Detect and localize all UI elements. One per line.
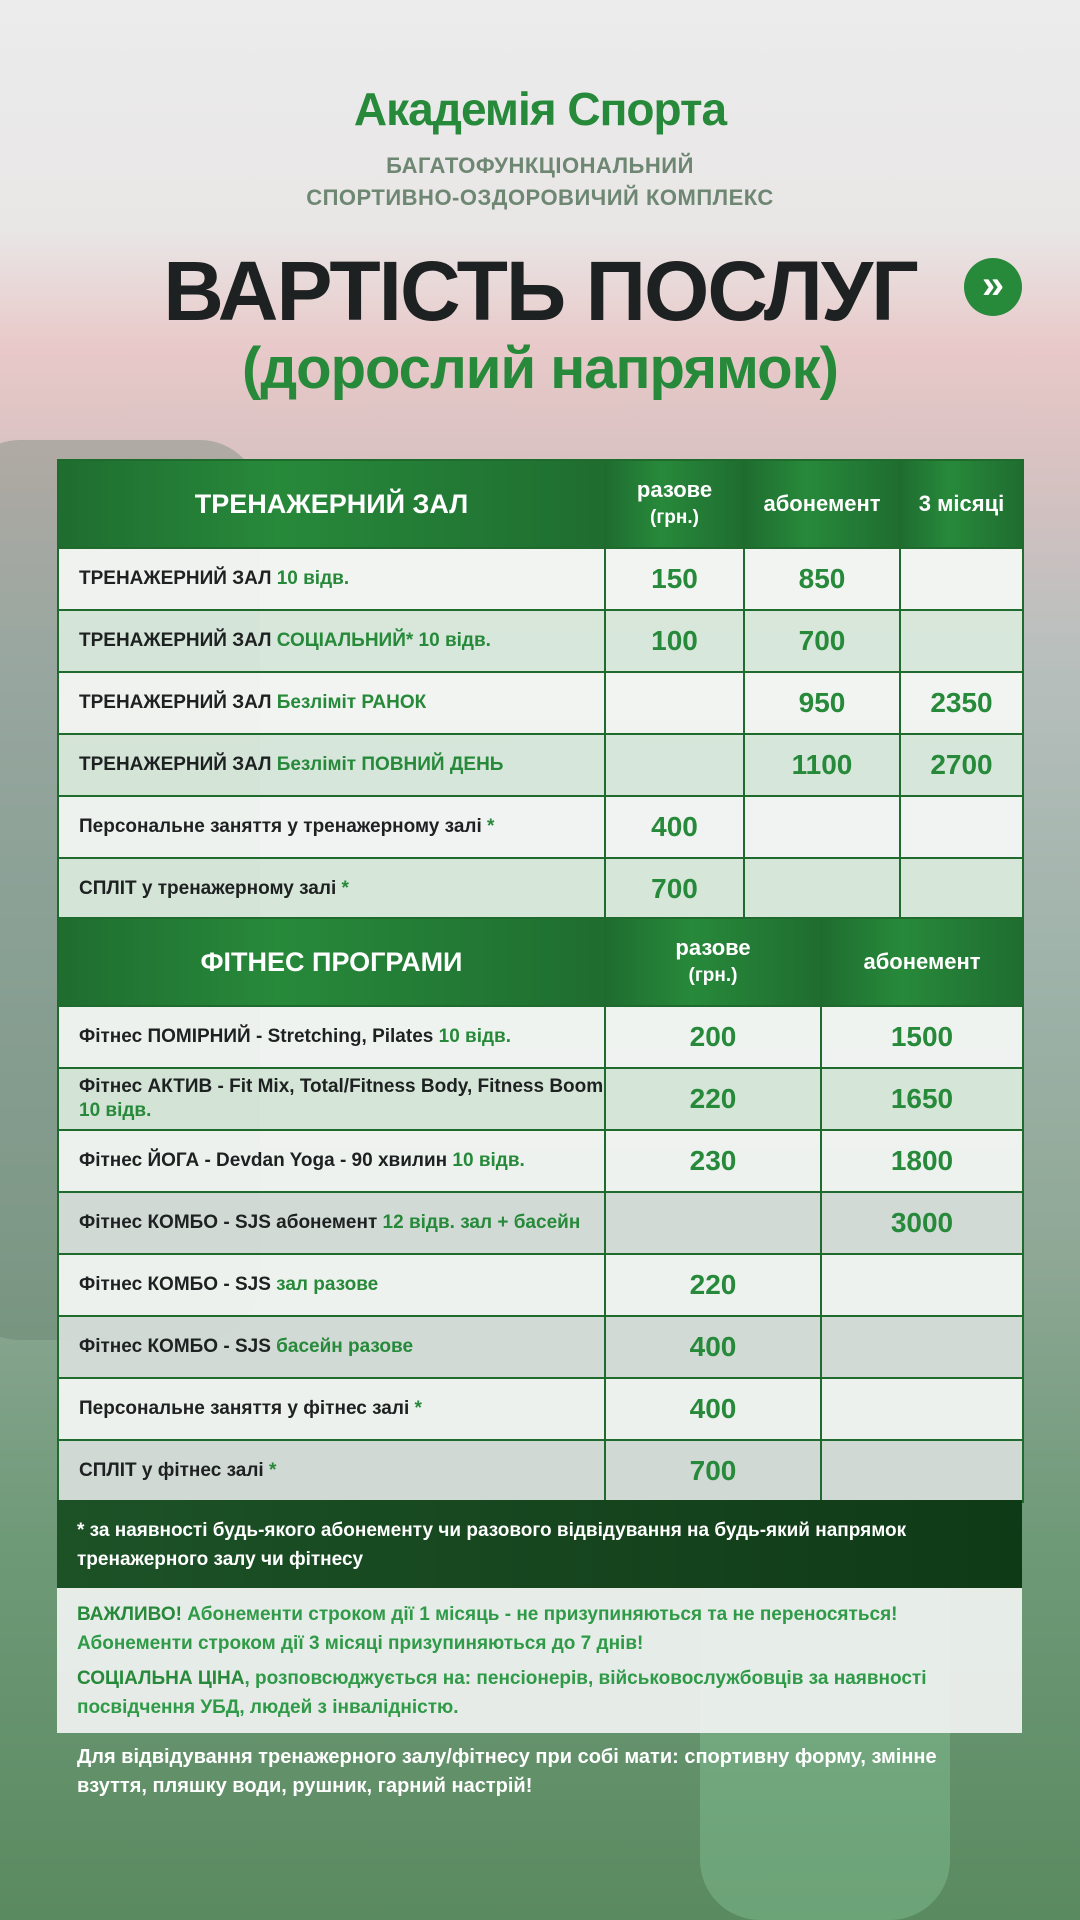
gym-price-table <box>57 459 1024 921</box>
price-cell: 2350 <box>900 672 1023 734</box>
table-row <box>58 734 1023 796</box>
price-cell: 1500 <box>821 1006 1023 1068</box>
col-header-single: разове (грн.) <box>605 918 821 1006</box>
section-header: ФІТНЕС ПРОГРАМИ <box>58 918 605 1006</box>
important-notice <box>57 1588 1022 1733</box>
price-cell <box>744 796 900 858</box>
table-row <box>58 1316 1023 1378</box>
price-cell <box>605 734 744 796</box>
table-row <box>58 858 1023 920</box>
price-cell: 400 <box>605 1316 821 1378</box>
table-row <box>58 796 1023 858</box>
col-header-subscription: абонемент <box>744 460 900 548</box>
service-name: Персональне заняття у тренажерному залі * <box>58 796 605 858</box>
price-cell: 150 <box>605 548 744 610</box>
service-name: ТРЕНАЖЕРНИЙ ЗАЛ 10 відв. <box>58 548 605 610</box>
page-subtitle: (дорослий напрямок) <box>242 336 838 401</box>
price-cell <box>821 1254 1023 1316</box>
service-name: Фітнес КОМБО - SJS басейн разове <box>58 1316 605 1378</box>
price-cell: 400 <box>605 796 744 858</box>
section-header: ТРЕНАЖЕРНИЙ ЗАЛ <box>58 460 605 548</box>
price-cell <box>900 548 1023 610</box>
footnote: * за наявності будь-якого абонементу чи разового відвідування на будь-який напрямок тренажерного залу чи фітнесу <box>57 1500 1022 1588</box>
price-cell <box>900 796 1023 858</box>
price-cell: 2700 <box>900 734 1023 796</box>
service-name: Фітнес ПОМІРНИЙ - Stretching, Pilates 10 відв. <box>58 1006 605 1068</box>
important-label: ВАЖЛИВО! <box>77 1604 183 1625</box>
price-cell: 400 <box>605 1378 821 1440</box>
brand-name: Академія Спорта <box>353 83 727 135</box>
service-name: СПЛІТ у фітнес залі * <box>58 1440 605 1502</box>
price-cell: 3000 <box>821 1192 1023 1254</box>
service-name: СПЛІТ у тренажерному залі * <box>58 858 605 920</box>
price-cell: 1800 <box>821 1130 1023 1192</box>
table-row <box>58 548 1023 610</box>
price-cell: 700 <box>744 610 900 672</box>
price-cell: 700 <box>605 858 744 920</box>
social-label: СОЦІАЛЬНА ЦІНА <box>77 1668 245 1689</box>
table-row <box>58 1440 1023 1502</box>
table-row <box>58 1378 1023 1440</box>
price-cell <box>900 858 1023 920</box>
price-cell: 220 <box>605 1068 821 1130</box>
service-name: Фітнес КОМБО - SJS зал разове <box>58 1254 605 1316</box>
col-header-subscription: абонемент <box>821 918 1023 1006</box>
service-name: Фітнес АКТИВ - Fit Mix, Total/Fitness Body, Fitness Boom 10 відв. <box>58 1068 605 1130</box>
price-cell: 1650 <box>821 1068 1023 1130</box>
price-cell <box>605 1192 821 1254</box>
price-cell: 700 <box>605 1440 821 1502</box>
service-name: Фітнес ЙОГА - Devdan Yoga - 90 хвилин 10 відв. <box>58 1130 605 1192</box>
price-cell <box>900 610 1023 672</box>
service-name: Персональне заняття у фітнес залі * <box>58 1378 605 1440</box>
price-cell <box>821 1316 1023 1378</box>
col-header-3months: 3 місяці <box>900 460 1023 548</box>
subtitle-line: СПОРТИВНО-ОЗДОРОВИЧИЙ КОМПЛЕКС <box>306 185 774 210</box>
table-row <box>58 1192 1023 1254</box>
next-chevrons-icon[interactable]: » <box>964 258 1022 316</box>
important-text: Абонементи строком дії 1 місяць - не призупиняються та не переносяться! Абонементи строком дії 3 місяці призупиняються до 7 днів! <box>77 1604 898 1654</box>
table-row <box>58 1006 1023 1068</box>
subtitle-line: БАГАТОФУНКЦІОНАЛЬНИЙ <box>386 153 694 178</box>
price-cell: 100 <box>605 610 744 672</box>
price-cell: 850 <box>744 548 900 610</box>
price-cell: 950 <box>744 672 900 734</box>
page-title: ВАРТІСТЬ ПОСЛУГ <box>163 244 917 338</box>
price-cell <box>605 672 744 734</box>
col-header-single: разове (грн.) <box>605 460 744 548</box>
subtitle <box>0 150 1080 214</box>
table-row <box>58 1068 1023 1130</box>
price-cell: 230 <box>605 1130 821 1192</box>
table-row <box>58 610 1023 672</box>
table-row <box>58 1254 1023 1316</box>
price-cell: 1100 <box>744 734 900 796</box>
price-cell <box>821 1378 1023 1440</box>
price-cell: 220 <box>605 1254 821 1316</box>
service-name: ТРЕНАЖЕРНИЙ ЗАЛ Безліміт ПОВНИЙ ДЕНЬ <box>58 734 605 796</box>
service-name: ТРЕНАЖЕРНИЙ ЗАЛ СОЦІАЛЬНИЙ* 10 відв. <box>58 610 605 672</box>
price-cell <box>744 858 900 920</box>
price-cell <box>821 1440 1023 1502</box>
service-name: Фітнес КОМБО - SJS абонемент 12 відв. зал + басейн <box>58 1192 605 1254</box>
social-text: , розповсюджується на: пенсіонерів, військовослужбовців за наявності посвідчення УБД, людей з інвалідністю. <box>77 1668 927 1718</box>
bring-notice: Для відвідування тренажерного залу/фітнесу при собі мати: спортивну форму, змінне взуття, пляшку води, рушник, гарний настрій! <box>77 1746 937 1797</box>
price-cell: 200 <box>605 1006 821 1068</box>
fitness-price-table <box>57 917 1024 1503</box>
service-name: ТРЕНАЖЕРНИЙ ЗАЛ Безліміт РАНОК <box>58 672 605 734</box>
table-row <box>58 672 1023 734</box>
table-row <box>58 1130 1023 1192</box>
